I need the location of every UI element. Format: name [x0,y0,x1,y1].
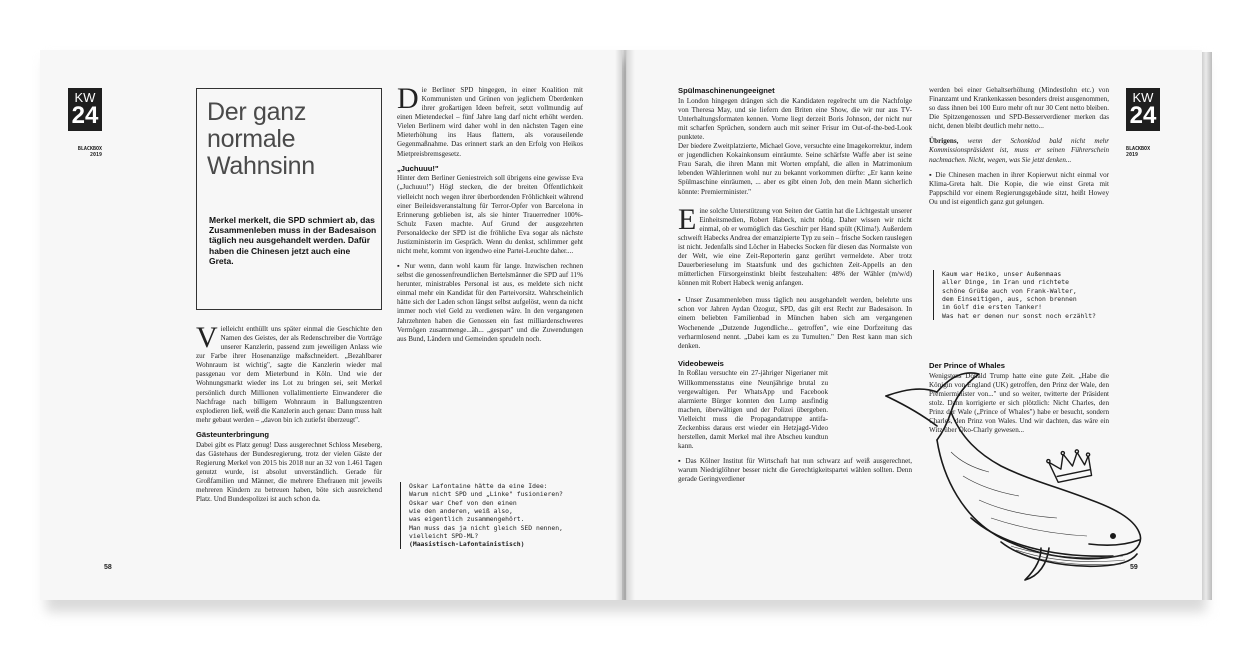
habeck-paragraph: Eine solche Unterstützung von Seiten der Gattin hat die Lichtgestalt unserer Einheitsmedien, Robert Habeck, nicht nötig. Daher wissen wir nicht einmal, ob er womöglich das Geschirr per Hand spült (Klima!). Außerdem schweift Habecks Andrea der emanzipierte Typ zu sein – frische Socken rauslegen ist nicht. Jedenfalls sind Löcher in Habecks Socken für diesen das Normalste von der Welt, wie eine Zeit-Reporterin ganz gerührt vermeldete. Aber trotz Dauerberieselung im Staatsfunk und des gschichten Zeit-Appells an den mütterlichen Fürsorgeinstinkt bleibt festzuhalten: 48% der Wähler (m/w/d) können mit Robert Habeck wenig anfangen. [678,202,912,288]
drop-cap: D [397,82,419,115]
week-number: 24 [71,102,99,129]
uebrigens-paragraph: Übrigens, wenn der Schonklod bald nicht mehr Kommissionspräsident ist, muss er seinen Führerschein nachmachen. Nicht, wegen, was Sie jetzt denken... [929,137,1109,164]
section-heading-spuel: Spülmaschinenungeeignet [678,86,775,95]
section-heading-whales: Der Prince of Whales [929,361,1005,370]
quote-line: Man muss das ja nicht gleich SED nennen, [409,523,563,532]
week-badge-left [68,88,102,131]
juchuu-paragraph: Hinter dem Berliner Geniestreich soll übrigens eine gewisse Eva („Juchuuu!") Högl stecken, die der breiten Öffentlichkeit vielleicht noch wegen ihrer überbordenden Fröhlichkeit während einer Beileidsveranstaltung für Terror-Opfer von Barcelona in Erinnerung geblieben ist, als sie hinter Trauerredner 100%-Schulz Faxen machte. Auf Grund der ausgezehrten Personaldecke der SPD ist die fröhliche Eva sogar als nächste Justizministerin im Gespräch. Wenn du denkst, schlimmer geht nicht mehr, kommt von irgendwo eine Partei-Leuchte daher.... [397,174,583,255]
brand-mark-left [68,147,102,158]
week-badge-right [1126,88,1160,131]
week-number: 24 [1129,102,1157,129]
quote-line: vielleicht SPD-ML? [409,531,479,540]
title-box [196,88,382,310]
page-number-left: 58 [104,564,112,571]
quote-line: Warum nicht SPD und „Linke" fusionieren? [409,490,563,499]
quote-line: Kaum war Heiko, unser Außenmaas [942,270,1062,278]
netto-paragraph: werden bei einer Gehaltserhöhung (Mindestlohn etc.) von Finanzamt und Krankenkassen besonders dreist ausgenommen, so dass ihnen bei 100 Euro mehr oft nur 30 Cent netto bleiben. Die Spitzengenossen und SPD-Besserverdiener merken das nicht, denen bleibt deutlich mehr netto... [929,86,1109,131]
book-spine [615,50,635,600]
gaeste-paragraph: Dabei gibt es Platz genug! Dass ausgerechnet Schloss Meseberg, das Gästehaus der Bundesregierung, trotz der vielen Gäste der Regierung Merkel von 2015 bis 2018 nur an 32 von 1.461 Tagen genutzt wurde, ist absolut unverständlich. Gerade für Großfamilien und Männer, die mehrere Ehefrauen mit jeweils mehreren Kindern zu betreuen haben, böte sich ausreichend Platz. Und Bundespolizei ist auch schon da. [196,440,382,504]
article-column-1 [196,321,382,504]
whale-illustration [851,368,1146,583]
quote-author: (Maasistisch-Lafontainistisch) [409,540,525,549]
week-label: KW [74,90,96,105]
section-heading-gaeste: Gästeunterbringung [196,429,269,439]
brand-name: BLACKBOX [1126,146,1151,152]
bullet-paragraph: ▪ Das Kölner Institut für Wirtschaft hat nun schwarz auf weiß ausgerechnet, warum Niedriglöhner besser nicht die Gerechtigkeitspartei wählen sollten. Denn gerade Geringverdiener [678,457,912,484]
open-magazine [40,50,1210,610]
brand-name: BLACKBOX [77,146,102,152]
left-page [40,50,622,600]
spuel-paragraph: In London hingegen drängen sich die Kandidaten regelrecht um die Nachfolge von Theresa May, und sie liefern den Briten eine Show, die wir nur aus TV-Unterhaltungsformaten kennen. Vorne liegt derzeit Boris Johnson, der nicht nur mit scharfen Sprüchen, sondern auch mit seiner Frisur im Out-of-the-bed-Look punktete. [678,96,912,142]
article-column-2 [397,82,583,344]
bullet-paragraph: ▪ Nur wenn, dann wohl kaum für lange. Inzwischen rechnen selbst die genossenfreundlichen Bertelsmänner die SPD auf 11% herunter, ministrables Personal ist aus, es meldete sich nicht einmal mehr ein Kandidat für den Parteivorsitz. Wahrscheinlich hätte sich der Laden schon längst selbst aufgelöst, wenn da nicht immer noch viel Geld zu verdienen wäre. In den vergangenen Jahrzehnten haben die Genossen ein fast milliardenschweres Vermögen zusammenge...äh... „gespart" und die Zuwendungen aus Bund, Ländern und Gemeinden sprudeln noch. [397,262,583,343]
intro-paragraph: Vielleicht enthüllt uns später einmal die Geschichte den Namen des Geistes, der als Redenschreiber die Vorträge unserer Kanzlerin, passend zum jeweiligen Anlass wie zur Farbe ihrer Hosenanzüge maßschneidert. „Bezahlbarer Wohnraum ist wichtig", sagte die Kanzlerin wieder mal passgenau vor dem Mieterbund in Köln. Und wie der Wohnungsmarkt wieder ins Lot zu bringen sei, seit Merkel persönlich durch Millionen vollalimentierte Einwanderer die Nachfrage nach billigem Wohnraum in Ballungszentren explodieren ließ, weiß die Kanzlerin auch genau: Dann muss halt mehr gebaut werden – „davon bin ich zutiefst überzeugt". [196,321,382,424]
brand-mark-right [1126,147,1160,158]
section-heading-juchuu: „Juchuuu!" [397,163,439,173]
page-title: Der ganz normale Wahnsinn [207,98,315,180]
drop-cap: E [678,202,697,236]
quote-line: was eigentlich zusammengehört. [409,515,525,524]
quote-line: im Golf die ersten Tanker! [942,303,1043,312]
bullet-paragraph: ▪ Die Chinesen machen in ihrer Kopierwut nicht einmal vor Klima-Greta halt. Die Kopie, die wie einst Greta mit Pappschild vor einem Regierungsgebäude sitzt, heißt Howey Ou und ist eigentlich ganz gut gelungen. [929,170,1109,206]
section-heading-video: Videobeweis [678,358,724,368]
quote-line: dem Einseitigen, aus, schon brennen [942,294,1077,303]
week-label: KW [1132,90,1154,105]
right-page-edge [1202,52,1212,600]
quote-line: Was hat er denen nur sonst noch erzählt? [942,311,1096,320]
quote-line: wie den anderen, weiß also, [409,506,513,515]
bullet-paragraph: ▪ Unser Zusammenleben muss täglich neu ausgehandelt werden, belehrte uns schon vor Jahren Aydan Özoguz, SPD, das gilt erst Recht zur Badesaison. In einem beliebten Familienbad in München haben sich am vergangenen Wochenende „Dutzende Jugendliche... getroffen", wie eine Dorfzeitung das verharmlosend nennt. „Dabei kam es zu Tumulten." Den Rest kann man sich denken. [678,296,912,350]
quote-line: Oskar Lafontaine hätte da eine Idee: [409,482,548,490]
page-number-right: 59 [1130,564,1138,571]
article-column-4 [929,86,1109,207]
pull-quote-right [933,270,1114,320]
page-subtitle: Merkel merkelt, die SPD schmiert ab, das Zusammenleben muss in der Badesaison täglich neu ausgehandelt werden. Dafür haben die Chinesen jetzt auch eine Greta. [209,215,377,266]
right-page [626,50,1202,600]
brand-year: 2019 [89,151,102,158]
pull-quote-left [400,482,585,549]
whales-paragraph: Wenigstens Donald Trump hatte eine gute Zeit. „Habe die Königin von England (UK) getroffen, den Prinz der Wale, den Premierminister von..." und so weiter, twitterte der Präsident stolz. Dann korrigierte er sich plötzlich: Nicht Charles, den Prinz der Wale („Prince of Whales") habe er besucht, sondern Charles, den Prinz von Wales. Und wir dachten, das wäre ein Witz über Öko-Charly gewesen... [929,371,1109,435]
quote-line: aller Dinge, im Iran und richtete [942,278,1069,287]
brand-year: 2019 [1126,151,1139,158]
video-paragraph: In Roßlau versuchte ein 27-jähriger Nigerianer mit Willkommensstatus eine Neunjährige brutal zu vergewaltigen. Per WhatsApp und Facebook alarmierte Bürger konnten den Lump ausfindig machen, überwältigen und der Polizei übergeben. Vielleicht muss die Propagandatruppe antifa-Zeckenbiss daraus erst wieder ein Hetzjagd-Video herstellen, damit Merkel mal ihre Abscheu kundtun kann. [678,369,828,451]
quote-line: Oskar war Chef von den einen [409,498,517,507]
spuel-paragraph-2: Der biedere Zweitplatzierte, Michael Gove, versuchte eine Imagekorrektur, indem er jugendlichen Kokainkonsum einräumte. Seine schärfste Waffe aber ist seine Frau Sarah, die ihren Mann mit Worten empfahl, die allen in Matrimonium lebenden Wählerinnen wohl nur zu bekannt vorkommen dürfte: „Er kann keine Spülmaschine einräumen, ... aber es gibt einen Job, den mein Mann sicherlich könnte: Premierminister." [678,142,912,196]
spd-paragraph: Die Berliner SPD hingegen, in einer Koalition mit Kommunisten und Grünen von jeglichem Überdenken ihrer großartigen Ideen befreit, setzt vollmundig auf einen Mietendeckel – fünf Jahre lang darf nicht erhöht werden. Vielen Berlinern wird daher wohl in den nächsten Tagen eine Mieterhöhung ins Haus flattern, als vorauseilende Gegenmaßnahme. Das erinnert stark an den Erfolg von Heikos Mietpreisbremsgesetz. [397,82,583,158]
drop-cap: V [196,321,218,354]
quote-line: schöne Grüße auch von Frank-Walter, [942,286,1077,295]
